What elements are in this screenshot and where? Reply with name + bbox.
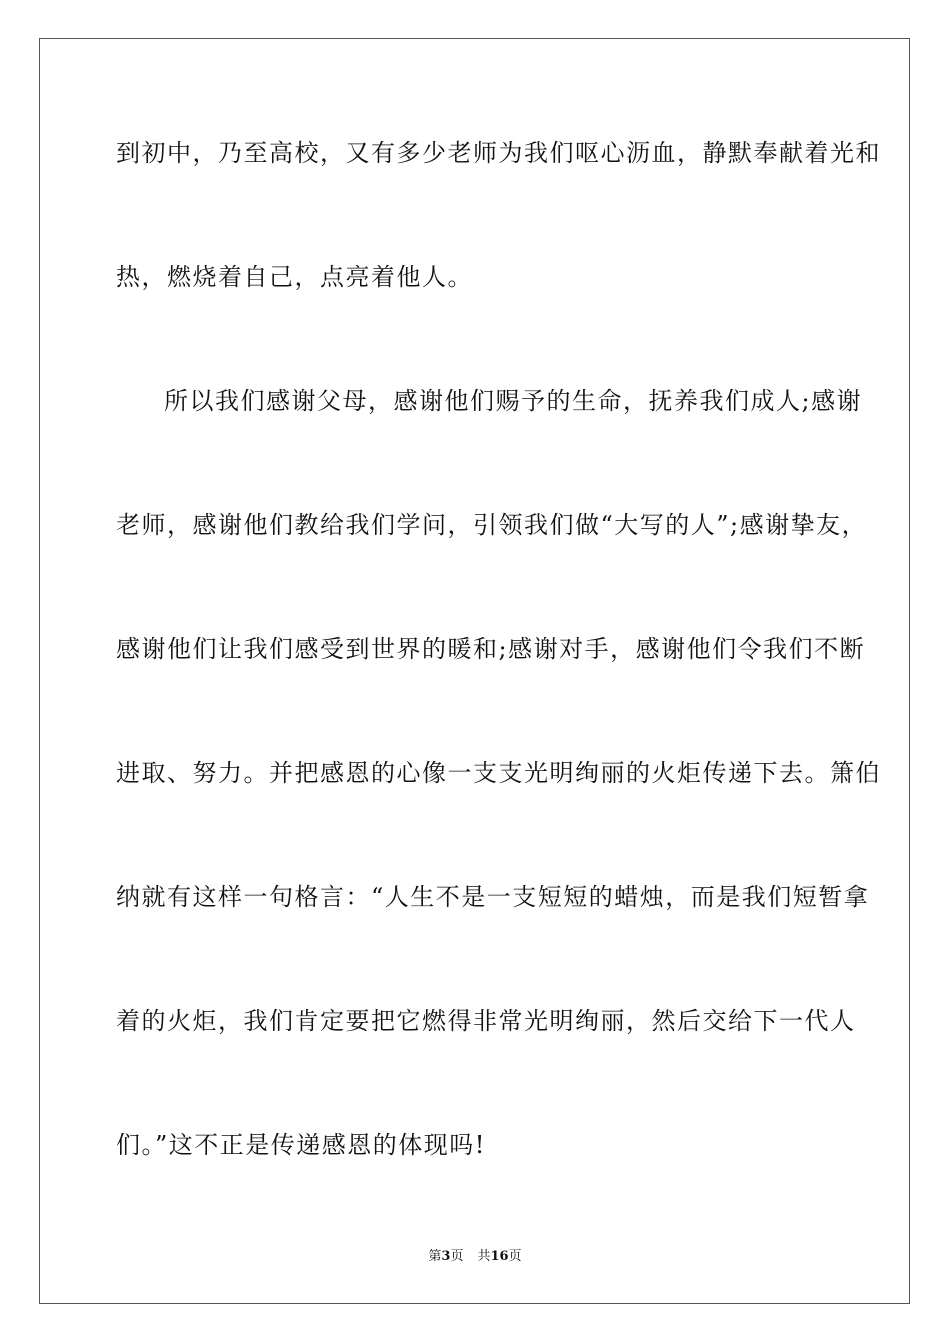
total-pages: 16: [490, 1249, 509, 1264]
text-line-6: 进取、努力。并把感恩的心像一支支光明绚丽的火炬传递下去。箫伯: [116, 759, 881, 787]
page-prefix: 第: [428, 1249, 442, 1264]
total-prefix: 共: [477, 1249, 491, 1264]
text-line-3-paragraph-start: 所以我们感谢父母，感谢他们赐予的生命，抚养我们成人;感谢: [164, 387, 863, 415]
page-number: 3: [441, 1249, 451, 1264]
text-line-9: 们。”这不正是传递感恩的体现吗!: [116, 1131, 486, 1159]
page-border: [39, 38, 910, 1304]
total-suffix: 页: [508, 1249, 522, 1264]
page-footer: [0, 1248, 950, 1266]
text-line-8: 着的火炬，我们肯定要把它燃得非常光明绚丽，然后交给下一代人: [116, 1007, 856, 1035]
text-line-7: 纳就有这样一句格言：“人生不是一支短短的蜡烛，而是我们短暂拿: [116, 883, 870, 911]
page-suffix: 页: [450, 1249, 464, 1264]
text-line-2: 热，燃烧着自己，点亮着他人。: [116, 263, 473, 291]
text-line-1: 到初中，乃至高校，又有多少老师为我们呕心沥血，静默奉献着光和: [116, 139, 881, 167]
text-line-4: 老师，感谢他们教给我们学问，引领我们做“大写的人”;感谢挚友，: [116, 511, 868, 539]
text-line-5: 感谢他们让我们感受到世界的暖和;感谢对手，感谢他们令我们不断: [116, 635, 866, 663]
